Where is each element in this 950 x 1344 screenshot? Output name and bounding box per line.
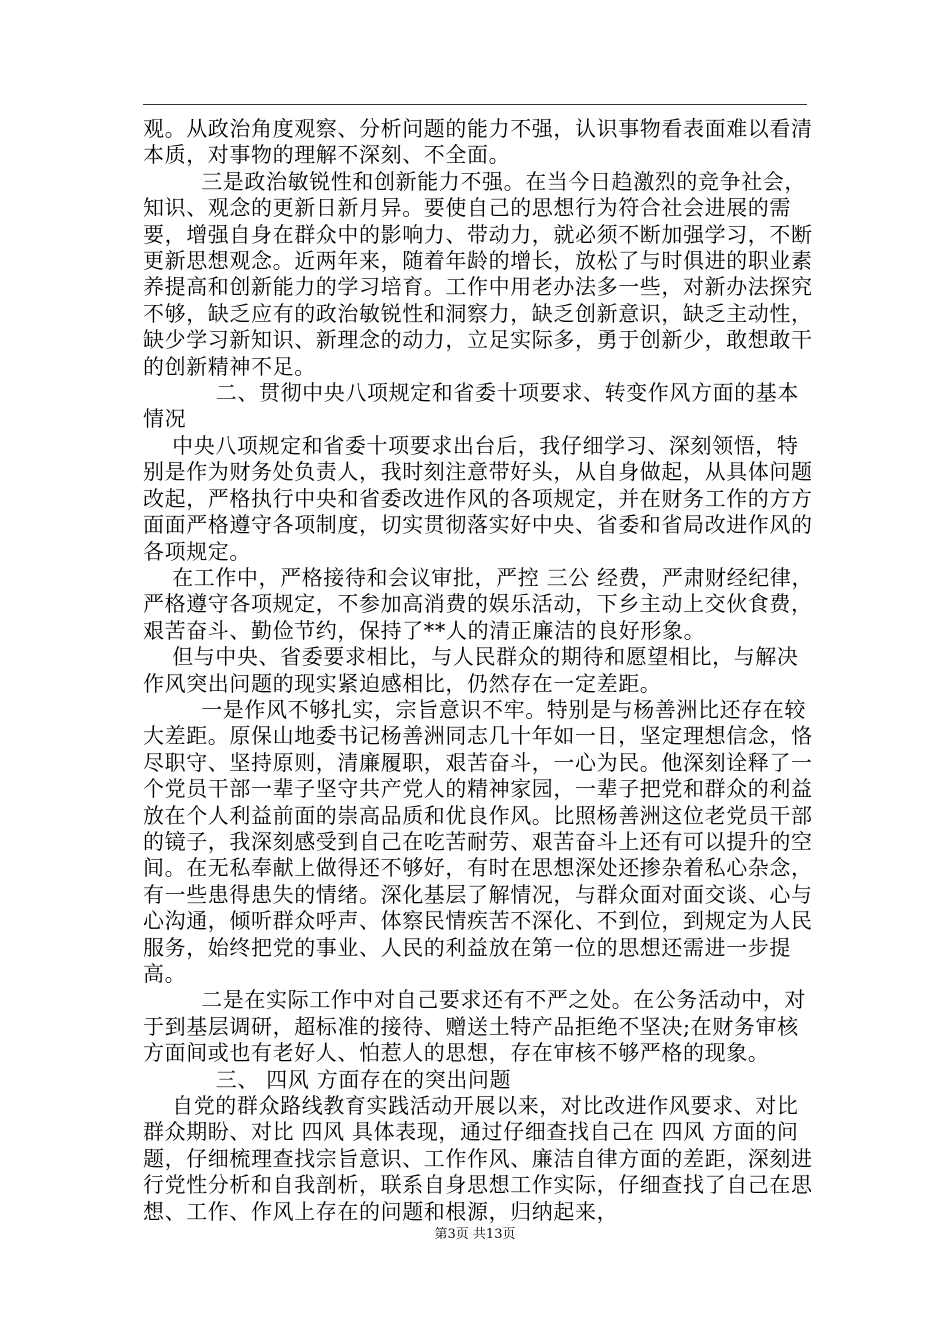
paragraph: 自党的群众路线教育实践活动开展以来，对比改进作风要求、对比群众期盼、对比 四风 具体表现，通过仔细查找自己在 四风 方面的问题，仔细梳理查找宗旨意识、工作作风、廉洁自律方面的差距，深刻进行党性分析和自我剖析，联系自身思想工作实际，仔细查找了自己在思想、工作、作风上存在的问题和根源，归纳起来， [143,1094,813,1224]
header-rule [143,104,807,105]
page-footer: 第3页 共13页 [434,1227,516,1242]
paragraph: 三是政治敏锐性和创新能力不强。在当今日趋激烈的竞争社会，知识、观念的更新日新月异。要使自己的思想行为符合社会进展的需要，增强自身在群众中的影响力、带动力，就必须不断加强学习，不断更新思想观念。近两年来，随着年龄的增长，放松了与时俱进的职业素养提高和创新能力的学习培育。工作中用老办法多一些，对新办法探究不够，缺乏应有的政治敏锐性和洞察力，缺乏创新意识，缺乏主动性，缺少学习新知识、新理念的动力，立足实际多，勇于创新少，敢想敢干的创新精神不足。 [143,169,813,379]
paragraph: 但与中央、省委要求相比，与人民群众的期待和愿望相比，与解决作风突出问题的现实紧迫感相比，仍然存在一定差距。 [143,645,799,696]
paragraph: 在工作中，严格接待和会议审批，严控 三公 经费，严肃财经纪律，严格遵守各项规定，不参加高消费的娱乐活动，下乡主动上交伙食费，艰苦奋斗、勤俭节约，保持了**人的清正廉洁的良好形象。 [143,565,814,643]
paragraph: 中央八项规定和省委十项要求出台后，我仔细学习、深刻领悟，特别是作为财务处负责人，我时刻注意带好头，从自身做起，从具体问题改起，严格执行中央和省委改进作风的各项规定，并在财务工作的方方面面严格遵守各项制度，切实贯彻落实好中央、省委和省局改进作风的各项规定。 [143,433,813,564]
paragraph: 二是在实际工作中对自己要求还有不严之处。在公务活动中，对于到基层调研，超标准的接待、赠送土特产品拒绝不坚决;在财务审核方面间或也有老好人、怕惹人的思想，存在审核不够严格的现象。 [143,988,807,1066]
paragraph: 观。从政治角度观察、分析问题的能力不强，认识事物看表面难以看清本质，对事物的理解不深刻、不全面。 [143,117,813,168]
paragraph: 一是作风不够扎实，宗旨意识不牢。特别是与杨善洲比还存在较大差距。原保山地委书记杨善洲同志几十年如一日，坚定理想信念，恪尽职守、坚持原则，清廉履职，艰苦奋斗，一心为民。他深刻诠释了一个党员干部一辈子坚守共产党人的精神家园，一辈子把党和群众的利益放在个人利益前面的崇高品质和优良作风。比照杨善洲这位老党员干部的镜子，我深刻感受到自己在吃苦耐劳、艰苦奋斗上还有可以提升的空间。在无私奉献上做得还不够好，有时在思想深处还掺杂着私心杂念，有一些患得患失的情绪。深化基层了解情况，与群众面对面交谈、心与心沟通，倾听群众呼声、体察民情疾苦不深化、不到位，到规定为人民服务，始终把党的事业、人民的利益放在第一位的思想还需进一步提高。 [143,697,813,986]
section-heading: 二、贯彻中央八项规定和省委十项要求、转变作风方面的基本情况 [143,381,799,432]
page-body [143,116,819,1225]
section-heading: 三、 四风 方面存在的突出问题 [143,1067,512,1092]
